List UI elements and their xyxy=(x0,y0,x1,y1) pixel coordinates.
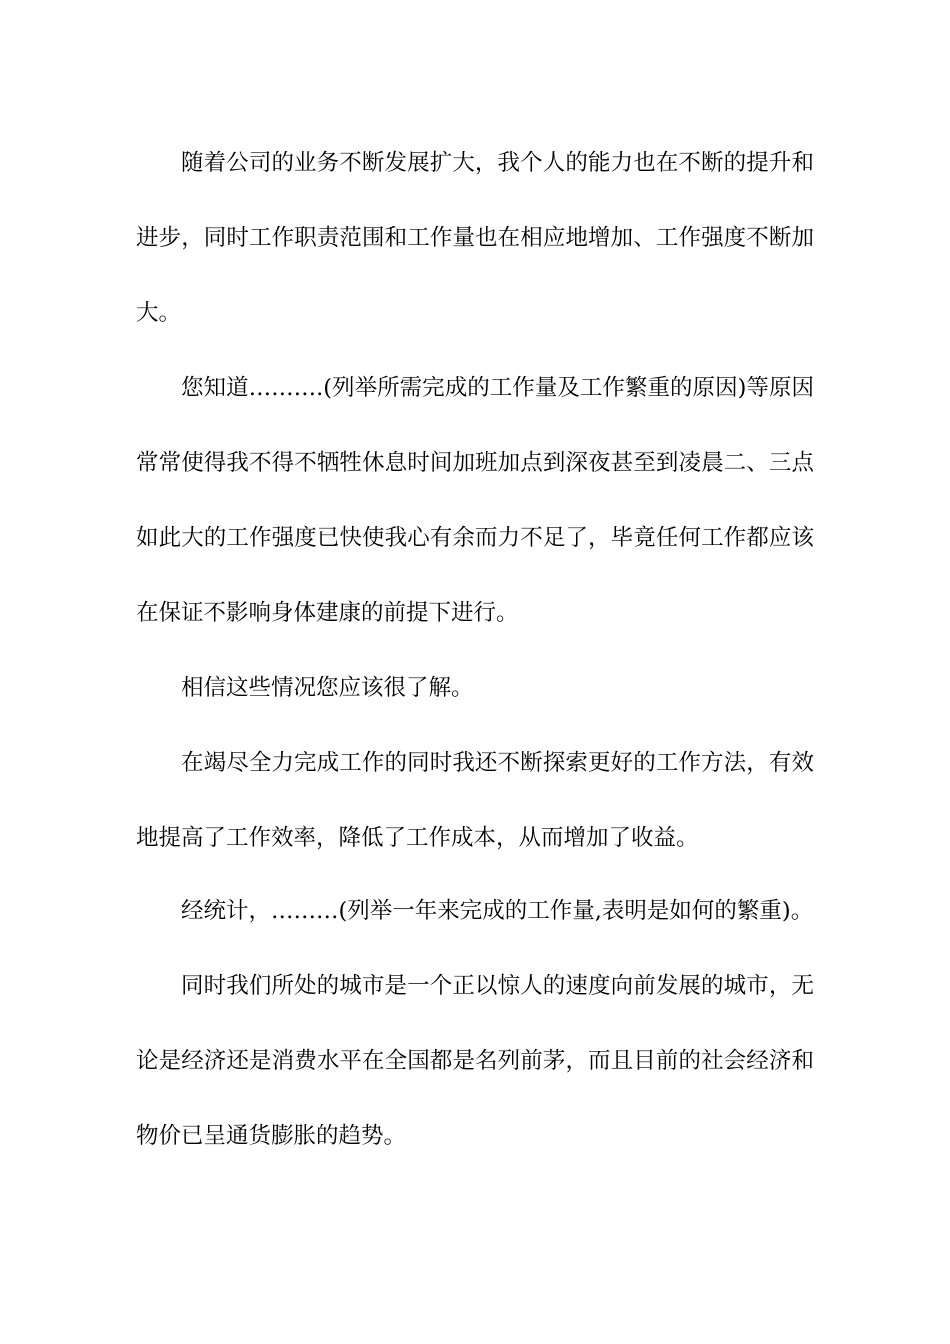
paragraph-6-line-3: 物价已呈通货膨胀的趋势。 xyxy=(136,1123,407,1149)
paragraph-4-line-1: 在竭尽全力完成工作的同时我还不断探索更好的工作方法，有效 xyxy=(181,750,814,776)
paragraph-2-line-1: 您知道……….(列举所需完成的工作量及工作繁重的原因)等原因 xyxy=(181,375,814,401)
paragraph-2-line-3: 如此大的工作强度已快使我心有余而力不足了，毕竟任何工作都应该 xyxy=(136,525,814,551)
paragraph-5-line-1: 经统计，………(列举一年来完成的工作量,表明是如何的繁重)。 xyxy=(181,898,814,924)
paragraph-1-line-1: 随着公司的业务不断发展扩大，我个人的能力也在不断的提升和 xyxy=(181,150,814,176)
paragraph-6-line-2: 论是经济还是消费水平在全国都是名列前茅，而且目前的社会经济和 xyxy=(136,1048,814,1074)
paragraph-1-line-3: 大。 xyxy=(136,300,182,326)
paragraph-1-line-2: 进步，同时工作职责范围和工作量也在相应地增加、工作强度不断加 xyxy=(136,225,814,251)
paragraph-6-line-1: 同时我们所处的城市是一个正以惊人的速度向前发展的城市，无 xyxy=(181,973,814,999)
paragraph-3-line-1: 相信这些情况您应该很了解。 xyxy=(181,675,474,701)
paragraph-2-line-2: 常常使得我不得不牺牲休息时间加班加点到深夜甚至到凌晨二、三点 xyxy=(136,450,814,476)
paragraph-4-line-2: 地提高了工作效率，降低了工作成本，从而增加了收益。 xyxy=(136,825,699,851)
paragraph-2-line-4: 在保证不影响身体建康的前提下进行。 xyxy=(136,600,519,626)
